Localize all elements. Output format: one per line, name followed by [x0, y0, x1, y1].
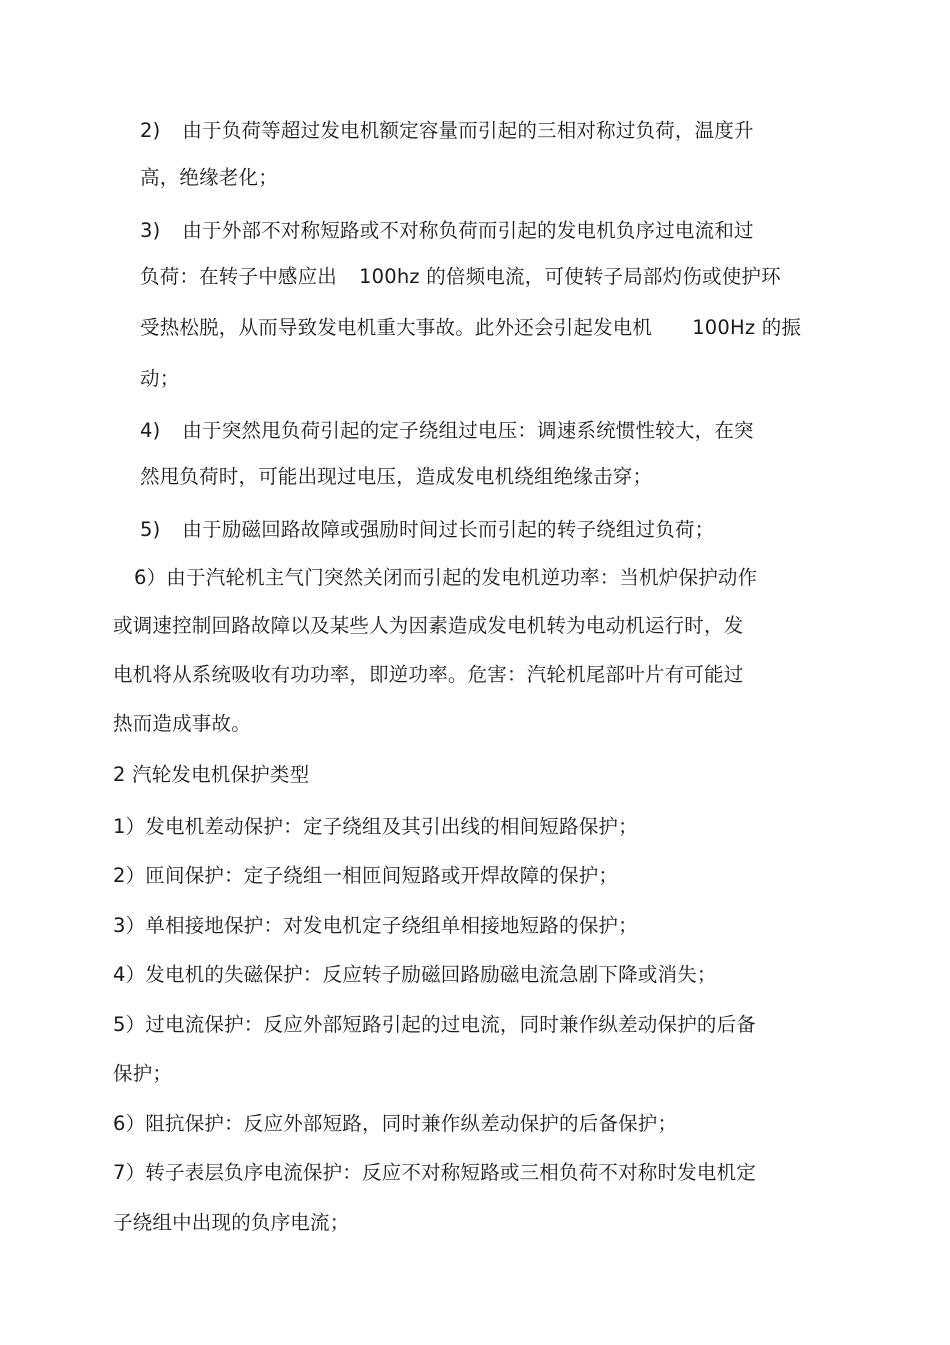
- list-item: 3）单相接地保护：对发电机定子绕组单相接地短路的保护；: [113, 914, 638, 937]
- list-number: 2): [140, 119, 161, 142]
- text-line: 动；: [140, 367, 180, 390]
- text-line: 6）由于汽轮机主气门突然关闭而引起的发电机逆功率：当机炉保护动作: [134, 566, 758, 589]
- list-item: 7）转子表层负序电流保护：反应不对称短路或三相负荷不对称时发电机定: [113, 1161, 757, 1184]
- list-item: 6）阻抗保护：反应外部短路，同时兼作纵差动保护的后备保护；: [113, 1112, 678, 1135]
- text-line: 或调速控制回路故障以及某些人为因素造成发电机转为电动机运行时，发: [113, 614, 744, 637]
- list-item: 1）发电机差动保护：定子绕组及其引出线的相间短路保护；: [113, 815, 638, 838]
- list-item: 2）匝间保护：定子绕组一相匝间短路或开焊故障的保护；: [113, 864, 619, 887]
- text-line: 保护；: [113, 1062, 173, 1085]
- list-number: 5): [140, 518, 161, 541]
- text-line: 2) 由于负荷等超过发电机额定容量而引起的三相对称过负荷，温度升: [140, 119, 754, 142]
- section-heading: 2 汽轮发电机保护类型: [113, 763, 310, 786]
- text-line: 负荷：在转子中感应出 100hz 的倍频电流，可使转子局部灼伤或使护环: [140, 265, 781, 288]
- list-number: 4): [140, 419, 161, 442]
- text-line: 4) 由于突然甩负荷引起的定子绕组过电压：调速系统惯性较大，在突: [140, 419, 754, 442]
- text-line: 电机将从系统吸收有功功率，即逆功率。危害：汽轮机尾部叶片有可能过: [113, 663, 744, 686]
- text-line: 高，绝缘老化；: [140, 166, 278, 189]
- text-line: 3) 由于外部不对称短路或不对称负荷而引起的发电机负序过电流和过: [140, 219, 754, 242]
- text-line: 受热松脱，从而导致发电机重大事故。此外还会引起发电机 100Hz 的振: [140, 316, 802, 339]
- list-number: 3): [140, 219, 161, 242]
- text-line: 5) 由于励磁回路故障或强励时间过长而引起的转子绕组过负荷；: [140, 518, 715, 541]
- text-line: 子绕组中出现的负序电流；: [113, 1211, 350, 1234]
- text-line: 然甩负荷时，可能出现过电压，造成发电机绕组绝缘击穿；: [140, 465, 653, 488]
- text-line: 热而造成事故。: [113, 712, 251, 735]
- list-item: 4）发电机的失磁保护：反应转子励磁回路励磁电流急剧下降或消失；: [113, 963, 717, 986]
- list-item: 5）过电流保护：反应外部短路引起的过电流，同时兼作纵差动保护的后备: [113, 1013, 757, 1036]
